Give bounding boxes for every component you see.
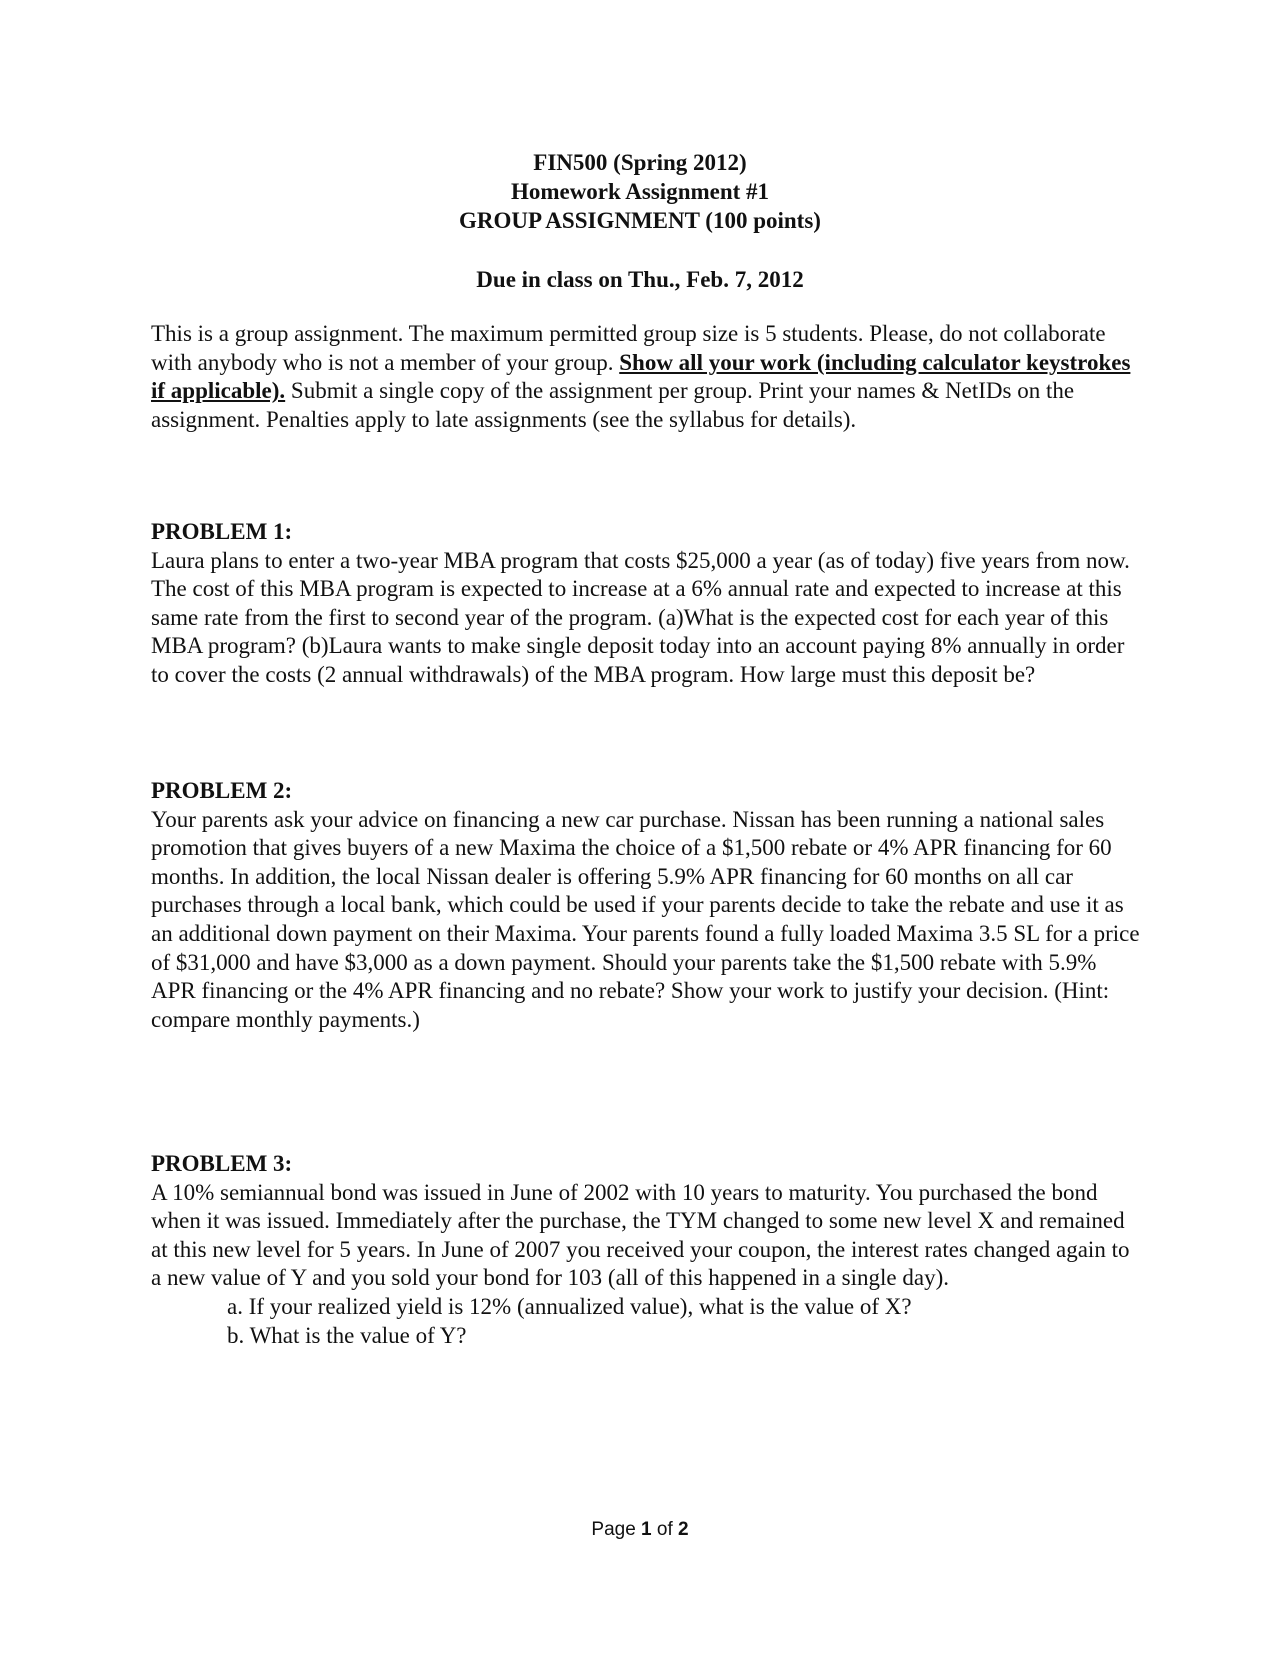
problem-1 [151, 518, 1143, 690]
problem-3-title: PROBLEM 3: [151, 1151, 293, 1176]
assignment-type: GROUP ASSIGNMENT (100 points) [459, 208, 821, 233]
page-prefix: Page [591, 1519, 642, 1540]
problem-2-text: Your parents ask your advice on financing a new car purchase. Nissan has been running a national sales promotion that gives buyers of a new Maxima the choice of a $1,500 rebate or 4% APR financing for 60 months. In addition, the local Nissan dealer is offering 5.9% APR financing for 60 months on all car purchases through a local bank, which could be used if your parents decide to take the rebate and use it as an additional down payment on their Maxima. Your parents found a fully loaded Maxima 3.5 SL for a price of $31,000 and have $3,000 as a down payment. Should your parents take the $1,500 rebate with 5.9% APR financing or the 4% APR financing and no rebate? Show your work to justify your decision. (Hint: compare monthly payments.) [151, 806, 1140, 1032]
page-middle: of [651, 1519, 679, 1540]
course-title: FIN500 (Spring 2012) [533, 150, 747, 175]
document-header [0, 148, 1280, 235]
page-number [0, 1518, 1280, 1542]
assignment-title: Homework Assignment #1 [510, 179, 770, 204]
intro-text-before: This is a group assignment. The maximum permitted group size is 5 students. Please, do not collaborate with anybody who is not a member of your group. [151, 321, 1106, 375]
problem-2 [151, 777, 1143, 1034]
problem-3-item-a: a. If your realized yield is 12% (annualized value), what is the value of X? [227, 1293, 912, 1319]
problem-3-item-b: b. What is the value of Y? [227, 1322, 467, 1348]
page-total: 2 [678, 1519, 689, 1540]
intro-emphasis: Show all your work (including calculator keystrokes if applicable). [151, 349, 1131, 404]
problem-2-title: PROBLEM 2: [151, 778, 293, 803]
problem-3 [151, 1150, 1143, 1350]
due-date: Due in class on Thu., Feb. 7, 2012 [476, 267, 804, 292]
problem-1-title: PROBLEM 1: [151, 519, 293, 544]
intro-paragraph [151, 320, 1143, 434]
problem-1-text: Laura plans to enter a two-year MBA program that costs $25,000 a year (as of today) five years from now. The cost of this MBA program is expected to increase at a 6% annual rate and expected to increase at this same rate from the first to second year of the program. (a)What is the expected cost for each year of this MBA program? (b)Laura wants to make single deposit today into an account paying 8% annually in order to cover the costs (2 annual withdrawals) of the MBA program. How large must this deposit be? [151, 547, 1130, 687]
page-current: 1 [641, 1519, 652, 1540]
intro-text-after: Submit a single copy of the assignment per group. Print your names & NetIDs on the assignment. Penalties apply to late assignments (see the syllabus for details). [151, 378, 1075, 432]
problem-3-text: A 10% semiannual bond was issued in June of 2002 with 10 years to maturity. You purchased the bond when it was issued. Immediately after the purchase, the TYM changed to some new level X and remained at this new level for 5 years. In June of 2007 you received your coupon, the interest rates changed again to a new value of Y and you sold your bond for 103 (all of this happened in a single day). [151, 1179, 1130, 1291]
